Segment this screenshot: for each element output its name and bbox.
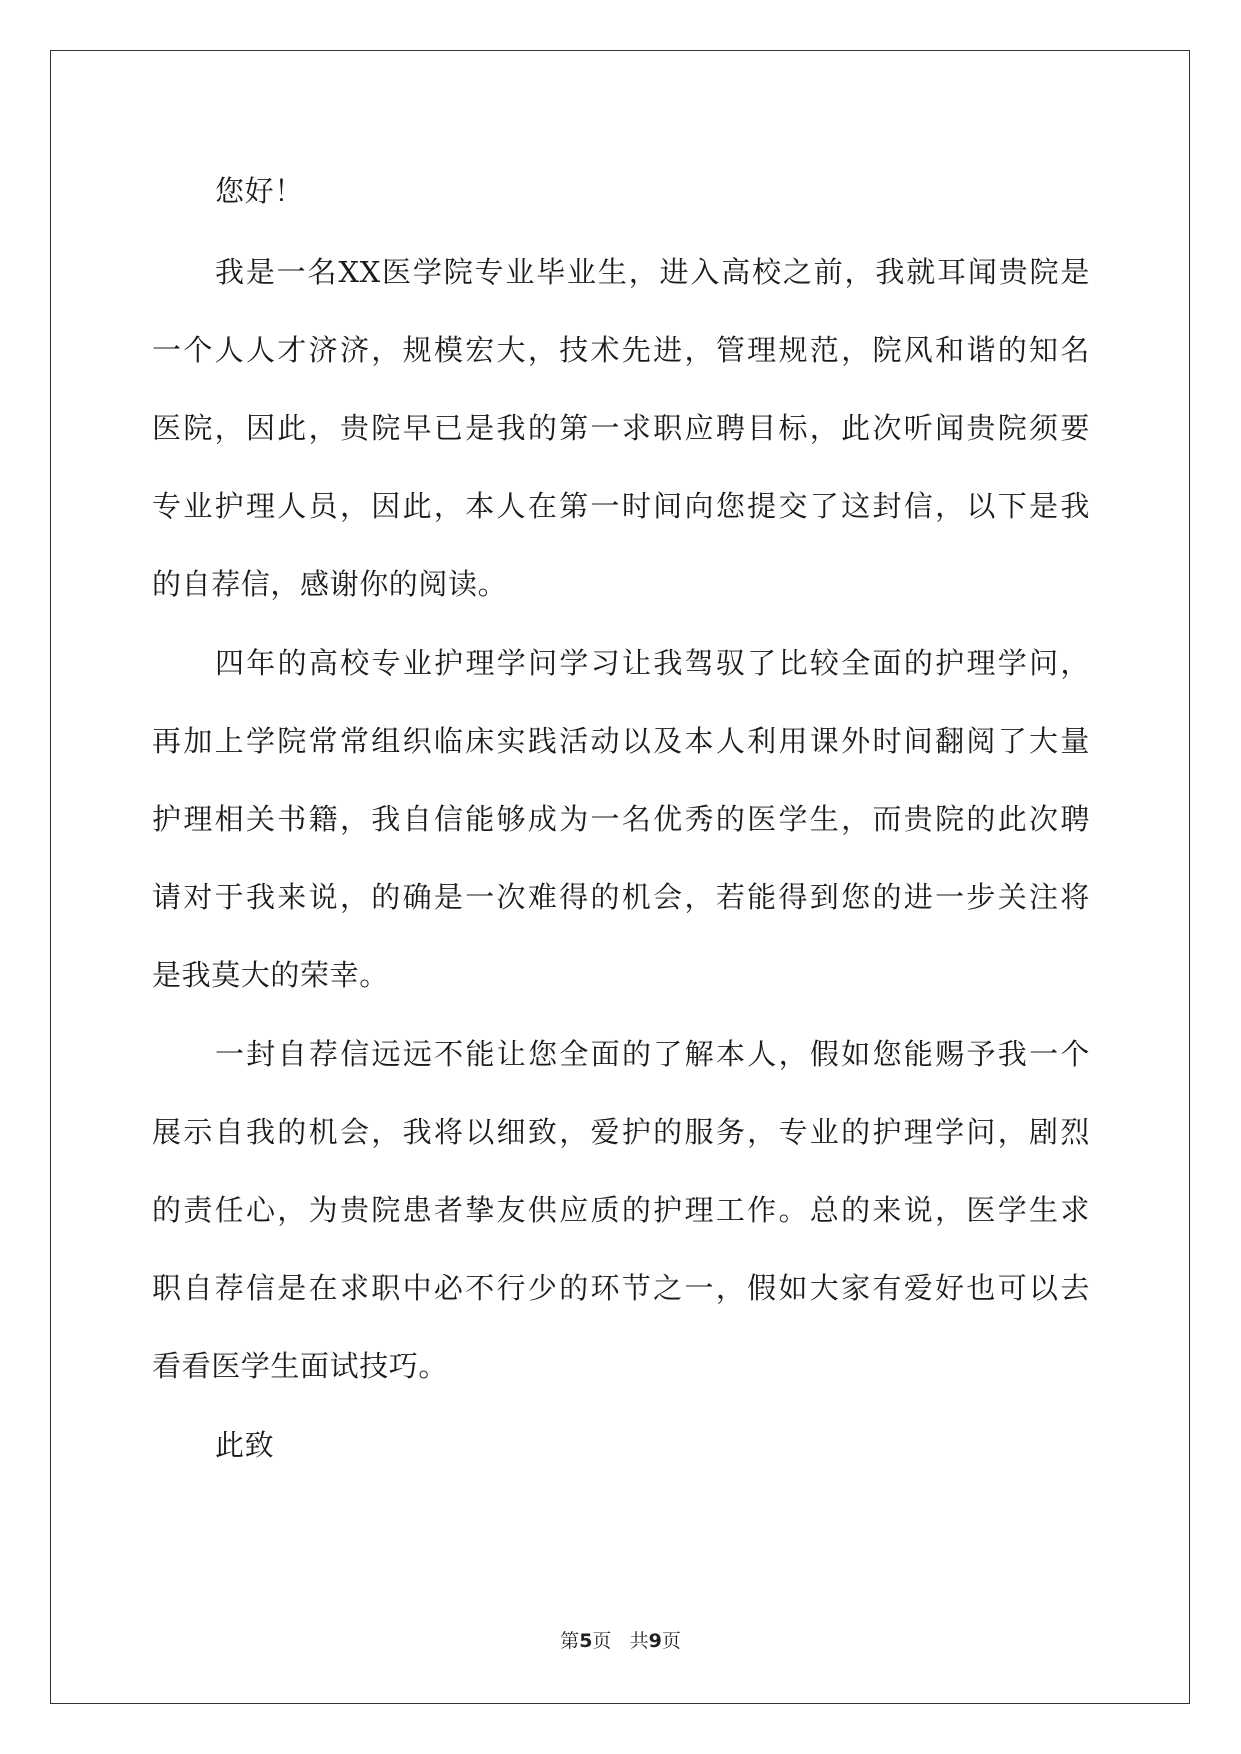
paragraph-line: 专业护理人员，因此，本人在第一时间向您提交了这封信，以下是我 xyxy=(152,489,1090,523)
footer-current-page: 5 xyxy=(579,1630,593,1652)
paragraph-line: 护理相关书籍，我自信能够成为一名优秀的医学生，而贵院的此次聘 xyxy=(152,802,1090,836)
paragraph-line: 请对于我来说，的确是一次难得的机会，若能得到您的进一步关注将 xyxy=(152,880,1090,914)
paragraph-line: 是我莫大的荣幸。 xyxy=(152,958,389,992)
paragraph-line: 职自荐信是在求职中必不行少的环节之一，假如大家有爱好也可以去 xyxy=(152,1271,1090,1305)
footer-page-mid: 页 xyxy=(592,1630,612,1652)
footer-total-suffix: 页 xyxy=(661,1630,681,1652)
paragraph-line: 再加上学院常常组织临床实践活动以及本人利用课外时间翻阅了大量 xyxy=(152,724,1090,758)
page-number-footer xyxy=(0,1626,1241,1653)
paragraph-line: 的自荐信，感谢你的阅读。 xyxy=(152,567,508,601)
paragraph-line: 一个人人才济济，规模宏大，技术先进，管理规范，院风和谐的知名 xyxy=(152,333,1090,367)
paragraph-line: 看看医学生面试技巧。 xyxy=(152,1349,449,1383)
paragraph-line: 展示自我的机会，我将以细致，爱护的服务，专业的护理学问，剧烈 xyxy=(152,1115,1090,1149)
paragraph-line: 四年的高校专业护理学问学习让我驾驭了比较全面的护理学问， xyxy=(215,646,1090,680)
greeting: 您好！ xyxy=(215,174,304,208)
closing: 此致 xyxy=(215,1428,275,1462)
paragraph-line: 我是一名XX医学院专业毕业生，进入高校之前，我就耳闻贵院是 xyxy=(215,255,1090,289)
paragraph-line: 的责任心，为贵院患者挚友供应质的护理工作。总的来说，医学生求 xyxy=(152,1193,1090,1227)
paragraph-line: 医院，因此，贵院早已是我的第一求职应聘目标，此次听闻贵院须要 xyxy=(152,411,1090,445)
paragraph-line: 一封自荐信远远不能让您全面的了解本人，假如您能赐予我一个 xyxy=(215,1037,1090,1071)
footer-page-prefix: 第 xyxy=(560,1630,580,1652)
footer-total-prefix: 共 xyxy=(629,1630,649,1652)
footer-total-pages: 9 xyxy=(648,1630,662,1652)
